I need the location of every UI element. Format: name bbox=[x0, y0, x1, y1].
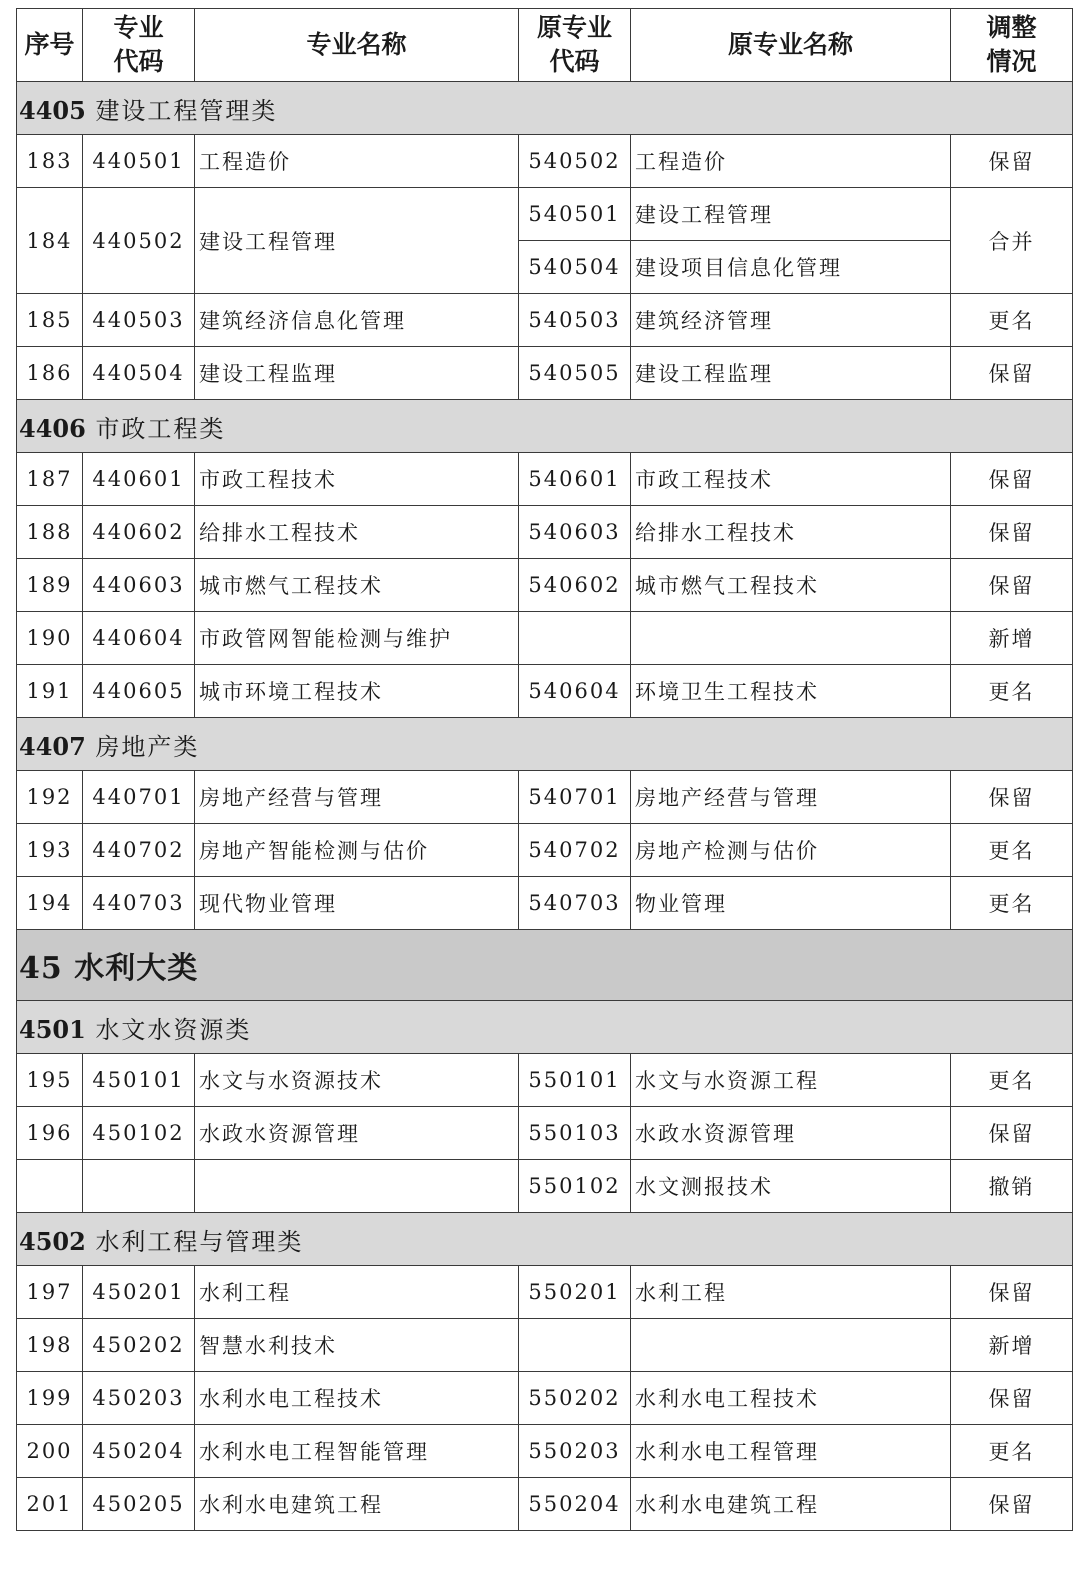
name-cell: 水利水电工程智能管理 bbox=[195, 1425, 519, 1478]
table-row bbox=[17, 135, 1073, 188]
table-row bbox=[17, 877, 1073, 930]
category-code: 4501 bbox=[19, 1014, 86, 1044]
status-cell: 保留 bbox=[951, 506, 1073, 559]
old-name-cell: 水文测报技术 bbox=[631, 1160, 951, 1213]
category-code: 4407 bbox=[19, 731, 86, 761]
old-code-cell bbox=[519, 612, 631, 665]
old-code-cell: 540602 bbox=[519, 559, 631, 612]
category-row bbox=[17, 1001, 1073, 1054]
category-title bbox=[17, 1001, 1073, 1054]
serial-cell: 197 bbox=[17, 1266, 83, 1319]
status-cell: 更名 bbox=[951, 1054, 1073, 1107]
table-row bbox=[17, 559, 1073, 612]
name-cell: 现代物业管理 bbox=[195, 877, 519, 930]
old-code-cell: 540503 bbox=[519, 294, 631, 347]
table-row bbox=[17, 1478, 1073, 1531]
table-row bbox=[17, 665, 1073, 718]
old-code-cell: 550201 bbox=[519, 1266, 631, 1319]
old-code-cell bbox=[519, 1319, 631, 1372]
serial-cell: 184 bbox=[17, 188, 83, 294]
header-old-code: 原专业 代码 bbox=[519, 9, 631, 82]
code-cell: 440604 bbox=[83, 612, 195, 665]
old-name-cell bbox=[631, 1319, 951, 1372]
major-category-title bbox=[17, 930, 1073, 1001]
code-cell: 440605 bbox=[83, 665, 195, 718]
old-name-cell: 环境卫生工程技术 bbox=[631, 665, 951, 718]
status-cell: 保留 bbox=[951, 453, 1073, 506]
old-code-cell: 550202 bbox=[519, 1372, 631, 1425]
name-cell: 水利水电工程技术 bbox=[195, 1372, 519, 1425]
old-name-cell: 建设工程监理 bbox=[631, 347, 951, 400]
serial-cell: 195 bbox=[17, 1054, 83, 1107]
category-code: 4406 bbox=[19, 413, 86, 443]
name-cell: 房地产经营与管理 bbox=[195, 771, 519, 824]
table-row bbox=[17, 347, 1073, 400]
code-cell bbox=[83, 1160, 195, 1213]
serial-cell: 188 bbox=[17, 506, 83, 559]
old-name-cell: 水利水电建筑工程 bbox=[631, 1478, 951, 1531]
category-code: 4405 bbox=[19, 95, 86, 125]
serial-cell: 201 bbox=[17, 1478, 83, 1531]
category-name: 水利工程与管理类 bbox=[95, 1227, 304, 1256]
serial-cell bbox=[17, 1160, 83, 1213]
table-row bbox=[17, 824, 1073, 877]
name-cell: 建设工程管理 bbox=[195, 188, 519, 294]
code-cell: 450205 bbox=[83, 1478, 195, 1531]
category-title bbox=[17, 718, 1073, 771]
old-code-cell: 540501 bbox=[519, 188, 631, 241]
old-name-cell: 水利水电工程管理 bbox=[631, 1425, 951, 1478]
old-code-cell: 540601 bbox=[519, 453, 631, 506]
code-cell: 450201 bbox=[83, 1266, 195, 1319]
old-name-cell: 给排水工程技术 bbox=[631, 506, 951, 559]
code-cell: 440601 bbox=[83, 453, 195, 506]
table-header-row bbox=[17, 9, 1073, 82]
old-name-cell: 水利水电工程技术 bbox=[631, 1372, 951, 1425]
old-code-cell: 550102 bbox=[519, 1160, 631, 1213]
code-cell: 440503 bbox=[83, 294, 195, 347]
old-name-cell: 水利工程 bbox=[631, 1266, 951, 1319]
code-cell: 440501 bbox=[83, 135, 195, 188]
code-cell: 440504 bbox=[83, 347, 195, 400]
table-row bbox=[17, 1266, 1073, 1319]
code-cell: 450203 bbox=[83, 1372, 195, 1425]
old-code-cell: 540505 bbox=[519, 347, 631, 400]
old-code-cell: 540604 bbox=[519, 665, 631, 718]
code-cell: 450101 bbox=[83, 1054, 195, 1107]
category-name: 建设工程管理类 bbox=[95, 96, 278, 125]
status-cell: 保留 bbox=[951, 771, 1073, 824]
name-cell: 给排水工程技术 bbox=[195, 506, 519, 559]
table-row bbox=[17, 1425, 1073, 1478]
name-cell: 市政工程技术 bbox=[195, 453, 519, 506]
status-cell: 保留 bbox=[951, 135, 1073, 188]
status-cell: 保留 bbox=[951, 347, 1073, 400]
old-name-cell: 物业管理 bbox=[631, 877, 951, 930]
category-row bbox=[17, 82, 1073, 135]
code-cell: 440703 bbox=[83, 877, 195, 930]
name-cell: 水政水资源管理 bbox=[195, 1107, 519, 1160]
code-cell: 440602 bbox=[83, 506, 195, 559]
old-name-cell: 城市燃气工程技术 bbox=[631, 559, 951, 612]
category-name: 房地产类 bbox=[95, 732, 200, 761]
table-row bbox=[17, 612, 1073, 665]
code-cell: 440603 bbox=[83, 559, 195, 612]
name-cell: 水文与水资源技术 bbox=[195, 1054, 519, 1107]
serial-cell: 194 bbox=[17, 877, 83, 930]
old-name-cell: 房地产经营与管理 bbox=[631, 771, 951, 824]
status-cell: 新增 bbox=[951, 1319, 1073, 1372]
table-row bbox=[17, 1054, 1073, 1107]
old-name-cell: 工程造价 bbox=[631, 135, 951, 188]
header-status: 调整 情况 bbox=[951, 9, 1073, 82]
old-code-cell: 540702 bbox=[519, 824, 631, 877]
name-cell: 建筑经济信息化管理 bbox=[195, 294, 519, 347]
header-serial: 序号 bbox=[17, 9, 83, 82]
name-cell: 建设工程监理 bbox=[195, 347, 519, 400]
major-category-row bbox=[17, 930, 1073, 1001]
category-title bbox=[17, 400, 1073, 453]
old-code-cell: 550203 bbox=[519, 1425, 631, 1478]
code-cell: 450202 bbox=[83, 1319, 195, 1372]
old-code-cell: 540703 bbox=[519, 877, 631, 930]
old-code-cell: 550101 bbox=[519, 1054, 631, 1107]
status-cell: 更名 bbox=[951, 1425, 1073, 1478]
name-cell: 水利工程 bbox=[195, 1266, 519, 1319]
name-cell: 房地产智能检测与估价 bbox=[195, 824, 519, 877]
name-cell: 市政管网智能检测与维护 bbox=[195, 612, 519, 665]
table-row bbox=[17, 1372, 1073, 1425]
serial-cell: 198 bbox=[17, 1319, 83, 1372]
status-cell: 合并 bbox=[951, 188, 1073, 294]
name-cell: 城市环境工程技术 bbox=[195, 665, 519, 718]
serial-cell: 191 bbox=[17, 665, 83, 718]
serial-cell: 185 bbox=[17, 294, 83, 347]
category-row bbox=[17, 400, 1073, 453]
serial-cell: 199 bbox=[17, 1372, 83, 1425]
old-code-cell: 540504 bbox=[519, 241, 631, 294]
table-row bbox=[17, 188, 1073, 241]
old-name-cell: 房地产检测与估价 bbox=[631, 824, 951, 877]
status-cell: 撤销 bbox=[951, 1160, 1073, 1213]
table-row bbox=[17, 771, 1073, 824]
table-row bbox=[17, 453, 1073, 506]
serial-cell: 196 bbox=[17, 1107, 83, 1160]
old-code-cell: 540502 bbox=[519, 135, 631, 188]
name-cell: 智慧水利技术 bbox=[195, 1319, 519, 1372]
code-cell: 450204 bbox=[83, 1425, 195, 1478]
category-title bbox=[17, 1213, 1073, 1266]
table-row bbox=[17, 1319, 1073, 1372]
old-name-cell: 水政水资源管理 bbox=[631, 1107, 951, 1160]
name-cell: 工程造价 bbox=[195, 135, 519, 188]
header-old-name: 原专业名称 bbox=[631, 9, 951, 82]
status-cell: 更名 bbox=[951, 877, 1073, 930]
category-name: 市政工程类 bbox=[95, 414, 226, 443]
old-code-cell: 540701 bbox=[519, 771, 631, 824]
serial-cell: 193 bbox=[17, 824, 83, 877]
status-cell: 更名 bbox=[951, 824, 1073, 877]
serial-cell: 187 bbox=[17, 453, 83, 506]
status-cell: 保留 bbox=[951, 1372, 1073, 1425]
category-name: 水文水资源类 bbox=[95, 1015, 252, 1044]
name-cell bbox=[195, 1160, 519, 1213]
serial-cell: 200 bbox=[17, 1425, 83, 1478]
status-cell: 保留 bbox=[951, 1266, 1073, 1319]
category-row bbox=[17, 718, 1073, 771]
code-cell: 440502 bbox=[83, 188, 195, 294]
category-name: 水利大类 bbox=[74, 951, 199, 986]
serial-cell: 186 bbox=[17, 347, 83, 400]
old-code-cell: 550204 bbox=[519, 1478, 631, 1531]
code-cell: 440702 bbox=[83, 824, 195, 877]
status-cell: 保留 bbox=[951, 559, 1073, 612]
code-cell: 440701 bbox=[83, 771, 195, 824]
header-name: 专业名称 bbox=[195, 9, 519, 82]
code-cell: 450102 bbox=[83, 1107, 195, 1160]
status-cell: 保留 bbox=[951, 1478, 1073, 1531]
table-row bbox=[17, 1107, 1073, 1160]
serial-cell: 183 bbox=[17, 135, 83, 188]
old-name-cell: 建设工程管理 bbox=[631, 188, 951, 241]
table-row bbox=[17, 506, 1073, 559]
status-cell: 更名 bbox=[951, 294, 1073, 347]
major-catalog-table bbox=[16, 8, 1073, 1531]
status-cell: 新增 bbox=[951, 612, 1073, 665]
old-name-cell bbox=[631, 612, 951, 665]
category-title bbox=[17, 82, 1073, 135]
serial-cell: 189 bbox=[17, 559, 83, 612]
old-name-cell: 建筑经济管理 bbox=[631, 294, 951, 347]
old-code-cell: 550103 bbox=[519, 1107, 631, 1160]
old-name-cell: 市政工程技术 bbox=[631, 453, 951, 506]
old-code-cell: 540603 bbox=[519, 506, 631, 559]
category-code: 45 bbox=[19, 951, 63, 986]
table-row bbox=[17, 1160, 1073, 1213]
serial-cell: 192 bbox=[17, 771, 83, 824]
old-name-cell: 水文与水资源工程 bbox=[631, 1054, 951, 1107]
table-body bbox=[17, 82, 1073, 1531]
status-cell: 保留 bbox=[951, 1107, 1073, 1160]
serial-cell: 190 bbox=[17, 612, 83, 665]
header-code: 专业 代码 bbox=[83, 9, 195, 82]
old-name-cell: 建设项目信息化管理 bbox=[631, 241, 951, 294]
category-code: 4502 bbox=[19, 1226, 86, 1256]
table-row bbox=[17, 294, 1073, 347]
name-cell: 城市燃气工程技术 bbox=[195, 559, 519, 612]
name-cell: 水利水电建筑工程 bbox=[195, 1478, 519, 1531]
status-cell: 更名 bbox=[951, 665, 1073, 718]
category-row bbox=[17, 1213, 1073, 1266]
